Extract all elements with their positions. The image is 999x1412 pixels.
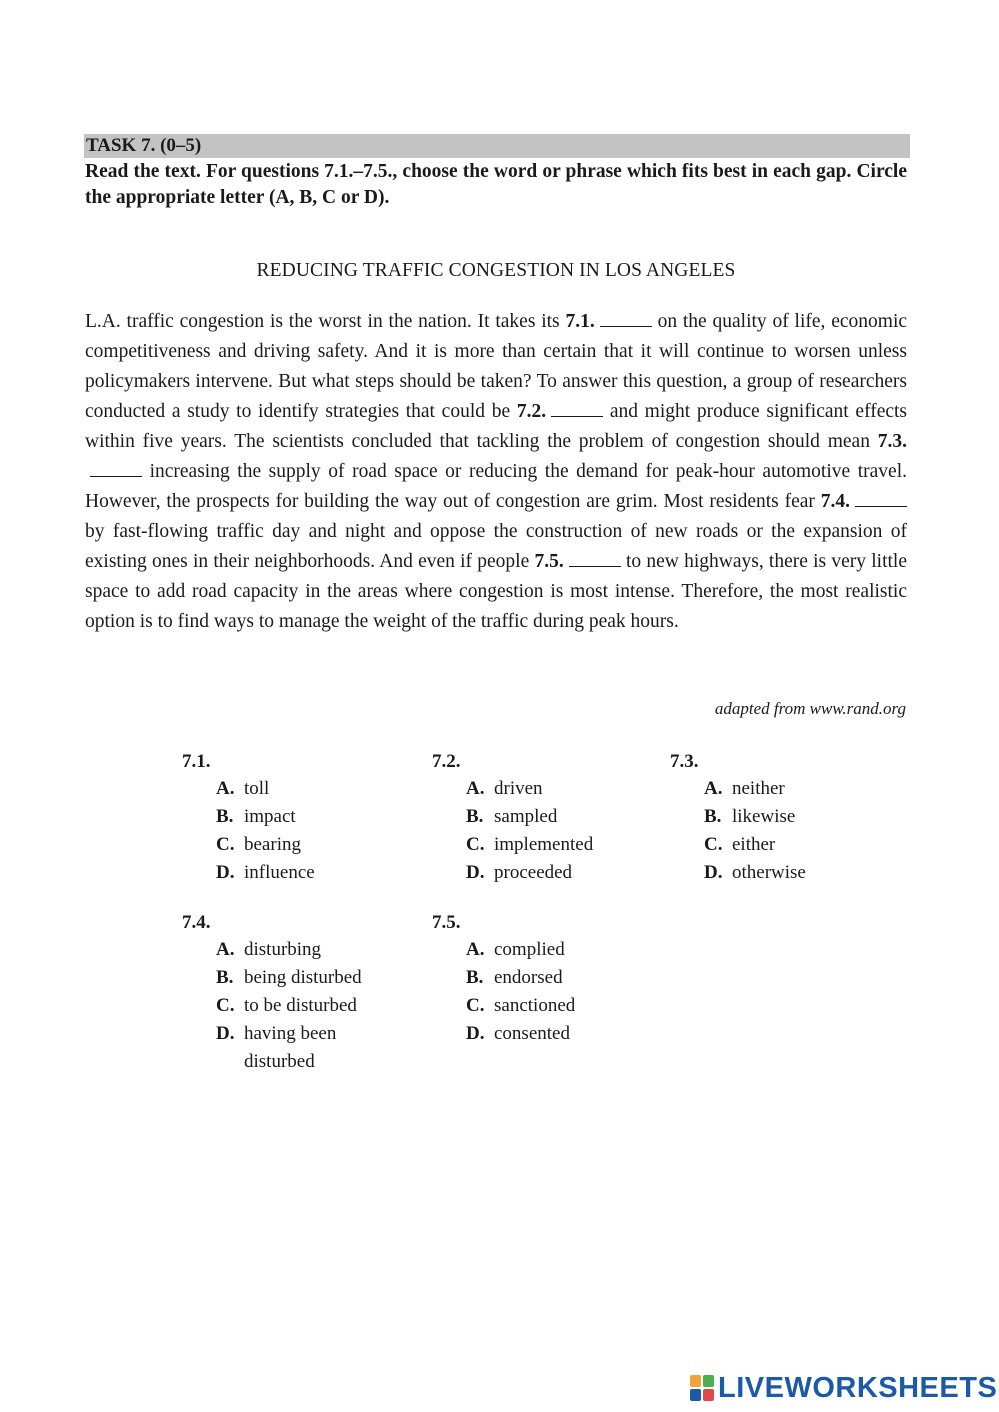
option-letter: A. — [704, 778, 723, 799]
option-7-2-c[interactable] — [466, 831, 644, 859]
option-text: to be disturbed — [244, 995, 357, 1016]
option-text: likewise — [732, 806, 796, 827]
option-letter: D. — [704, 862, 723, 883]
option-7-4-b[interactable] — [216, 964, 394, 992]
option-text: influence — [244, 862, 315, 883]
option-letter: C. — [216, 834, 235, 855]
option-7-3-d[interactable] — [704, 859, 882, 887]
option-7-5-d[interactable] — [466, 1020, 644, 1048]
option-letter: A. — [466, 939, 485, 960]
question-7-2 — [432, 749, 644, 887]
gap-blank-7-4 — [855, 489, 907, 507]
option-7-4-a[interactable] — [216, 936, 394, 964]
passage-text: L.A. traffic congestion is the worst in the nation. It takes its — [85, 311, 560, 332]
option-7-3-b[interactable] — [704, 803, 882, 831]
gap-label-7-1: 7.1. — [565, 311, 595, 332]
passage-paragraph-1 — [85, 307, 907, 487]
passage — [85, 307, 907, 637]
option-letter: C. — [466, 995, 485, 1016]
option-7-5-b[interactable] — [466, 964, 644, 992]
option-7-1-b[interactable] — [216, 803, 394, 831]
option-letter: B. — [466, 806, 484, 827]
question-number: 7.5. — [432, 912, 461, 933]
logo-tile — [703, 1375, 714, 1387]
option-7-1-d[interactable] — [216, 859, 394, 887]
question-7-1 — [182, 749, 394, 887]
option-text: proceeded — [494, 862, 573, 883]
passage-text: and might produce significant effects within five years. The scientists concluded that tackling the problem of congestion should mean — [85, 401, 908, 452]
gap-label-7-5: 7.5. — [534, 551, 564, 572]
option-letter: B. — [704, 806, 722, 827]
liveworksheets-logo-icon — [690, 1375, 714, 1401]
option-text: endorsed — [494, 967, 563, 988]
option-letter: C. — [466, 834, 485, 855]
option-letter: C. — [704, 834, 723, 855]
task-header: TASK 7. (0–5) — [84, 134, 910, 158]
passage-text: by fast-flowing traffic day and night and oppose the construction of new roads or the expansion of existing ones in their neighborhoods. And even if people — [85, 521, 907, 572]
option-letter: D. — [216, 862, 235, 883]
gap-blank-7-2 — [551, 399, 603, 417]
question-number: 7.3. — [670, 751, 699, 772]
logo-text: LIVEWORKSHEETS — [718, 1372, 998, 1404]
passage-text: to new highways, there is very little space to add road capacity in the areas where congestion is most intense. Therefore, the most realistic option is to find ways to manage the weight of the traffic during peak hours. — [85, 551, 907, 632]
gap-label-7-2: 7.2. — [516, 401, 547, 422]
question-number: 7.2. — [432, 751, 461, 772]
option-text: sampled — [494, 806, 558, 827]
option-text: neither — [732, 778, 785, 799]
gap-blank-7-3 — [90, 459, 142, 477]
option-letter: D. — [466, 1023, 485, 1044]
question-7-3 — [670, 749, 882, 887]
option-text: bearing — [244, 834, 301, 855]
option-letter: A. — [216, 778, 235, 799]
option-7-2-a[interactable] — [466, 775, 644, 803]
option-text: sanctioned — [494, 995, 576, 1016]
option-text: either — [732, 834, 776, 855]
option-text: being disturbed — [244, 967, 362, 988]
option-letter: D. — [466, 862, 485, 883]
question-number: 7.4. — [182, 912, 211, 933]
task-instructions: Read the text. For questions 7.1.–7.5., choose the word or phrase which fits best in each gap. Circle the appropriate letter (A, B, C or D). — [85, 161, 907, 208]
option-text: implemented — [494, 834, 594, 855]
option-7-2-d[interactable] — [466, 859, 644, 887]
text-title: REDUCING TRAFFIC CONGESTION IN LOS ANGELES — [256, 260, 736, 281]
option-7-5-c[interactable] — [466, 992, 644, 1020]
option-text: disturbing — [244, 939, 322, 960]
option-letter: B. — [216, 806, 234, 827]
option-letter: B. — [216, 967, 234, 988]
option-7-1-c[interactable] — [216, 831, 394, 859]
option-text: toll — [244, 778, 270, 799]
source-credit: adapted from www.rand.org — [714, 699, 906, 718]
option-text: consented — [494, 1023, 570, 1044]
gap-label-7-3: 7.3. — [877, 431, 907, 452]
option-7-3-c[interactable] — [704, 831, 882, 859]
logo-tile — [690, 1375, 701, 1387]
option-text: impact — [244, 806, 296, 827]
passage-text: increasing the supply of road space or reducing the demand for peak-hour automotive travel. — [149, 461, 907, 482]
option-letter: A. — [466, 778, 485, 799]
passage-paragraph-2 — [85, 487, 907, 637]
option-letter: D. — [216, 1023, 235, 1044]
option-7-3-a[interactable] — [704, 775, 882, 803]
option-letter: B. — [466, 967, 484, 988]
option-7-1-a[interactable] — [216, 775, 394, 803]
option-letter: A. — [216, 939, 235, 960]
option-7-2-b[interactable] — [466, 803, 644, 831]
option-7-4-d[interactable] — [216, 1020, 394, 1076]
question-7-4 — [182, 910, 394, 1076]
gap-blank-7-1 — [600, 309, 652, 327]
passage-text: on the quality of life, economic competitiveness and driving safety. And it is more than certain that it will continue to worsen unless policymakers intervene. But what steps should be taken? To answer this question, a group of researchers conducted a study to identify strategies that could be — [85, 311, 908, 422]
question-number: 7.1. — [182, 751, 211, 772]
gap-blank-7-5 — [569, 549, 621, 567]
option-text: having been disturbed — [244, 1023, 337, 1072]
liveworksheets-logo[interactable] — [690, 1371, 997, 1405]
option-letter: C. — [216, 995, 235, 1016]
gap-label-7-4: 7.4. — [820, 491, 850, 512]
option-text: complied — [494, 939, 565, 960]
logo-tile — [690, 1389, 701, 1401]
option-text: otherwise — [732, 862, 806, 883]
option-text: driven — [494, 778, 543, 799]
option-7-5-a[interactable] — [466, 936, 644, 964]
logo-tile — [703, 1389, 714, 1401]
option-7-4-c[interactable] — [216, 992, 394, 1020]
passage-text: However, the prospects for building the way out of congestion are grim. Most residents fear — [85, 491, 815, 512]
question-7-5 — [432, 910, 644, 1048]
